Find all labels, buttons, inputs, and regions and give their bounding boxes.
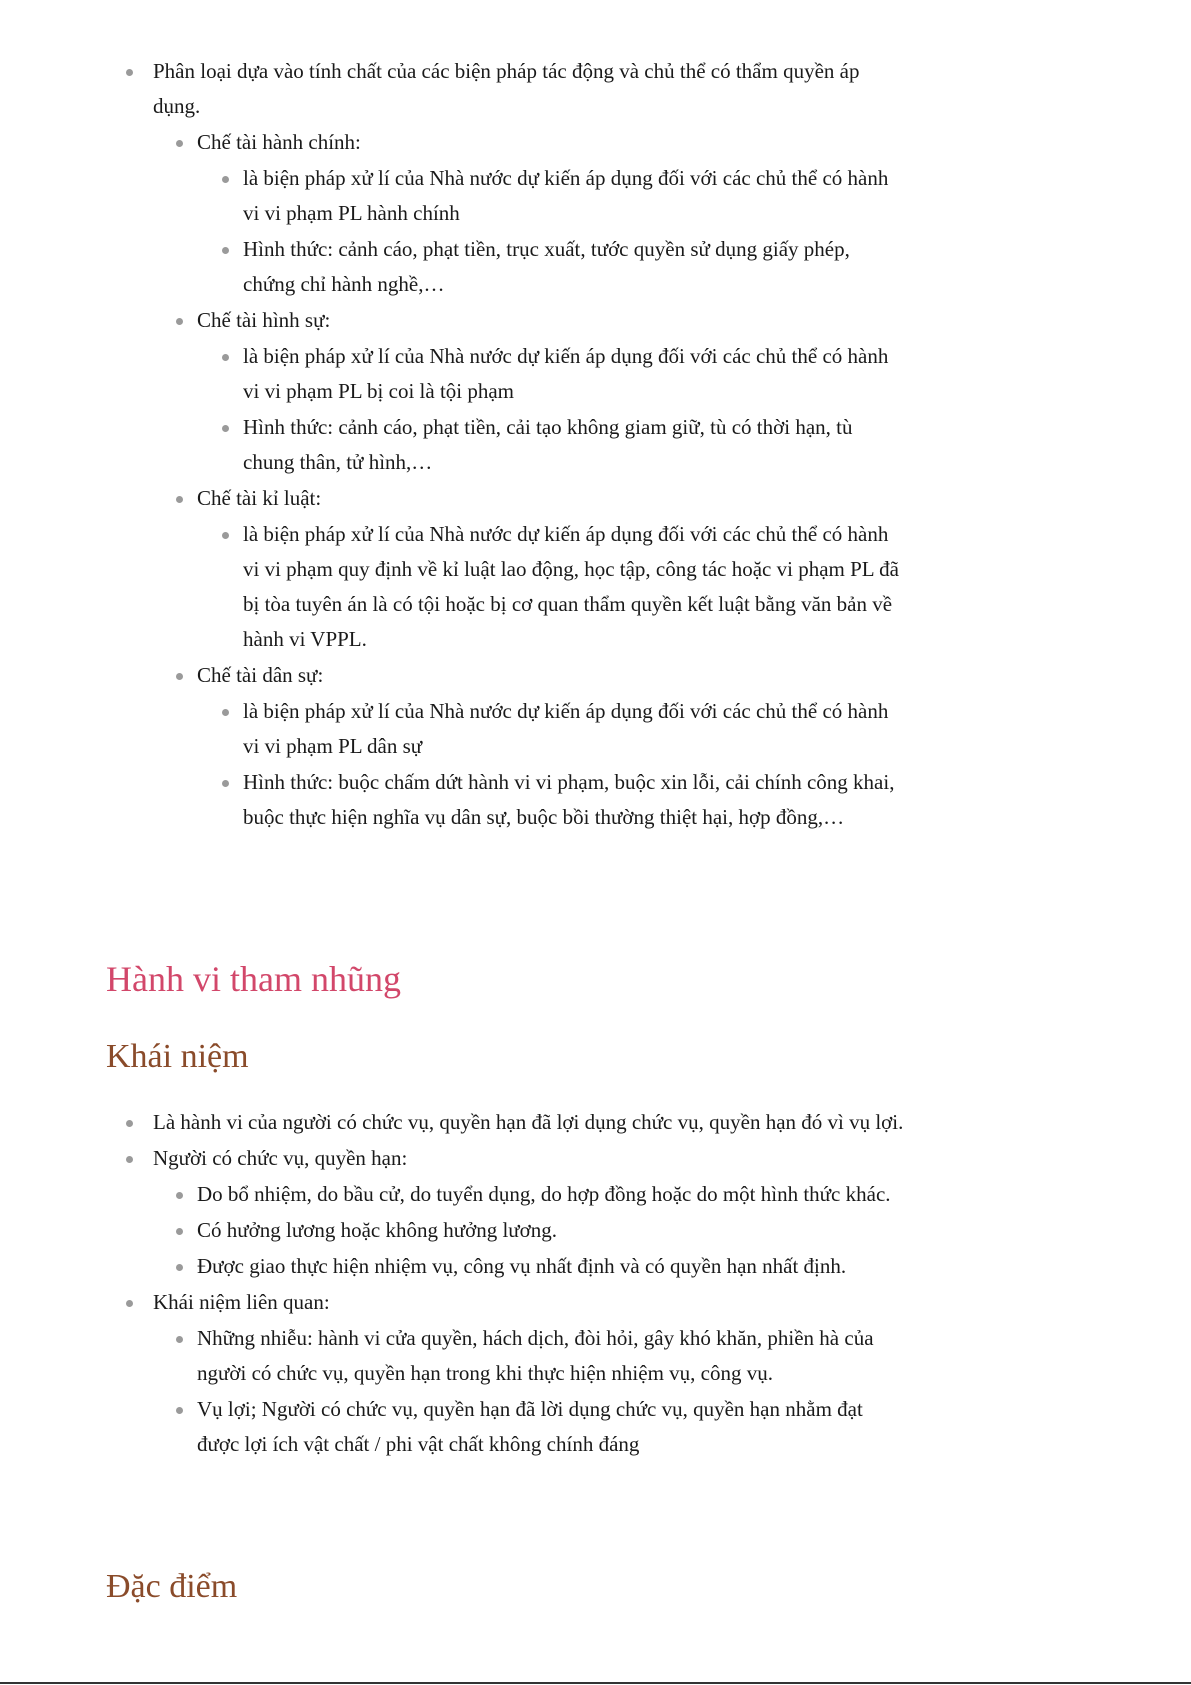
concept-list-block — [106, 1105, 906, 1463]
list-item — [243, 410, 906, 480]
list-item — [106, 1285, 906, 1462]
list-item — [243, 694, 906, 764]
sanctions-list-block — [106, 54, 906, 836]
list-item-text: là biện pháp xử lí của Nhà nước dự kiến áp dụng đối với các chủ thể có hành vi vi phạm quy định về kỉ luật lao động, học tập, công tác hoặc vi phạm PL đã bị tòa tuyên án là có tội hoặc bị cơ quan thẩm quyền kết luật bằng văn bản về hành vi VPPL. — [243, 522, 899, 651]
list-item-text: là biện pháp xử lí của Nhà nước dự kiến áp dụng đối với các chủ thể có hành vi vi phạm PL hành chính — [243, 166, 889, 225]
list-item — [243, 517, 906, 657]
list-item-text: Khái niệm liên quan: — [153, 1290, 330, 1314]
list-item-text: Hình thức: buộc chấm dứt hành vi vi phạm, buộc xin lỗi, cải chính công khai, buộc thực hiện nghĩa vụ dân sự, buộc bồi thường thiệt hại, hợp đồng,… — [243, 770, 895, 829]
list-item — [243, 765, 906, 835]
sub-sub-list — [243, 161, 906, 302]
list-item-text: Chế tài hành chính: — [197, 130, 361, 154]
list-item — [243, 232, 906, 302]
bullet-list — [106, 1105, 906, 1462]
sub-sub-list — [243, 517, 906, 657]
list-item — [243, 339, 906, 409]
list-item-text: Chế tài hình sự: — [197, 308, 331, 332]
list-item-text: là biện pháp xử lí của Nhà nước dự kiến áp dụng đối với các chủ thể có hành vi vi phạm PL dân sự — [243, 699, 889, 758]
list-item-text: Những nhiễu: hành vi cửa quyền, hách dịch, đòi hỏi, gây khó khăn, phiền hà của người có chức vụ, quyền hạn trong khi thực hiện nhiệm vụ, công vụ. — [197, 1326, 874, 1385]
section-heading-corruption: Hành vi tham nhũng — [106, 959, 401, 999]
sub-list — [197, 1321, 906, 1462]
sub-sub-list — [243, 694, 906, 835]
list-item — [197, 1321, 906, 1391]
page-bottom-divider — [0, 1682, 1191, 1684]
list-item-text: Hình thức: cảnh cáo, phạt tiền, cải tạo không giam giữ, tù có thời hạn, tù chung thân, tử hình,… — [243, 415, 853, 474]
list-item-text: là biện pháp xử lí của Nhà nước dự kiến áp dụng đối với các chủ thể có hành vi vi phạm PL bị coi là tội phạm — [243, 344, 889, 403]
sub-list — [197, 125, 906, 835]
list-item — [197, 1249, 906, 1284]
list-item-text: Hình thức: cảnh cáo, phạt tiền, trục xuất, tước quyền sử dụng giấy phép, chứng chỉ hành nghề,… — [243, 237, 850, 296]
list-item — [197, 1177, 906, 1212]
list-item-text: Chế tài dân sự: — [197, 663, 324, 687]
list-item-text: Vụ lợi; Người có chức vụ, quyền hạn đã lời dụng chức vụ, quyền hạn nhằm đạt được lợi ích vật chất / phi vật chất không chính đáng — [197, 1397, 863, 1456]
list-item-admin-sanction — [197, 125, 906, 302]
list-item-text: Người có chức vụ, quyền hạn: — [153, 1146, 408, 1170]
list-item — [106, 1105, 906, 1140]
subheading-concept: Khái niệm — [106, 1038, 249, 1075]
list-item-text: Phân loại dựa vào tính chất của các biện pháp tác động và chủ thể có thẩm quyền áp dụng. — [153, 59, 860, 118]
list-item — [106, 54, 906, 835]
subheading-features: Đặc điểm — [106, 1568, 238, 1605]
list-item — [243, 161, 906, 231]
list-item-text: Chế tài kỉ luật: — [197, 486, 322, 510]
bullet-list — [106, 54, 906, 835]
list-item-text: Là hành vi của người có chức vụ, quyền hạn đã lợi dụng chức vụ, quyền hạn đó vì vụ lợi. — [153, 1110, 904, 1134]
list-item-text: Có hưởng lương hoặc không hưởng lương. — [197, 1218, 558, 1242]
list-item-civil-sanction — [197, 658, 906, 835]
list-item — [106, 1141, 906, 1284]
list-item — [197, 1392, 906, 1462]
list-item — [197, 1213, 906, 1248]
list-item-discipline-sanction — [197, 481, 906, 657]
list-item-text: Được giao thực hiện nhiệm vụ, công vụ nhất định và có quyền hạn nhất định. — [197, 1254, 847, 1278]
list-item-text: Do bổ nhiệm, do bầu cử, do tuyển dụng, do hợp đồng hoặc do một hình thức khác. — [197, 1182, 891, 1206]
sub-list — [197, 1177, 906, 1284]
sub-sub-list — [243, 339, 906, 480]
list-item-criminal-sanction — [197, 303, 906, 480]
